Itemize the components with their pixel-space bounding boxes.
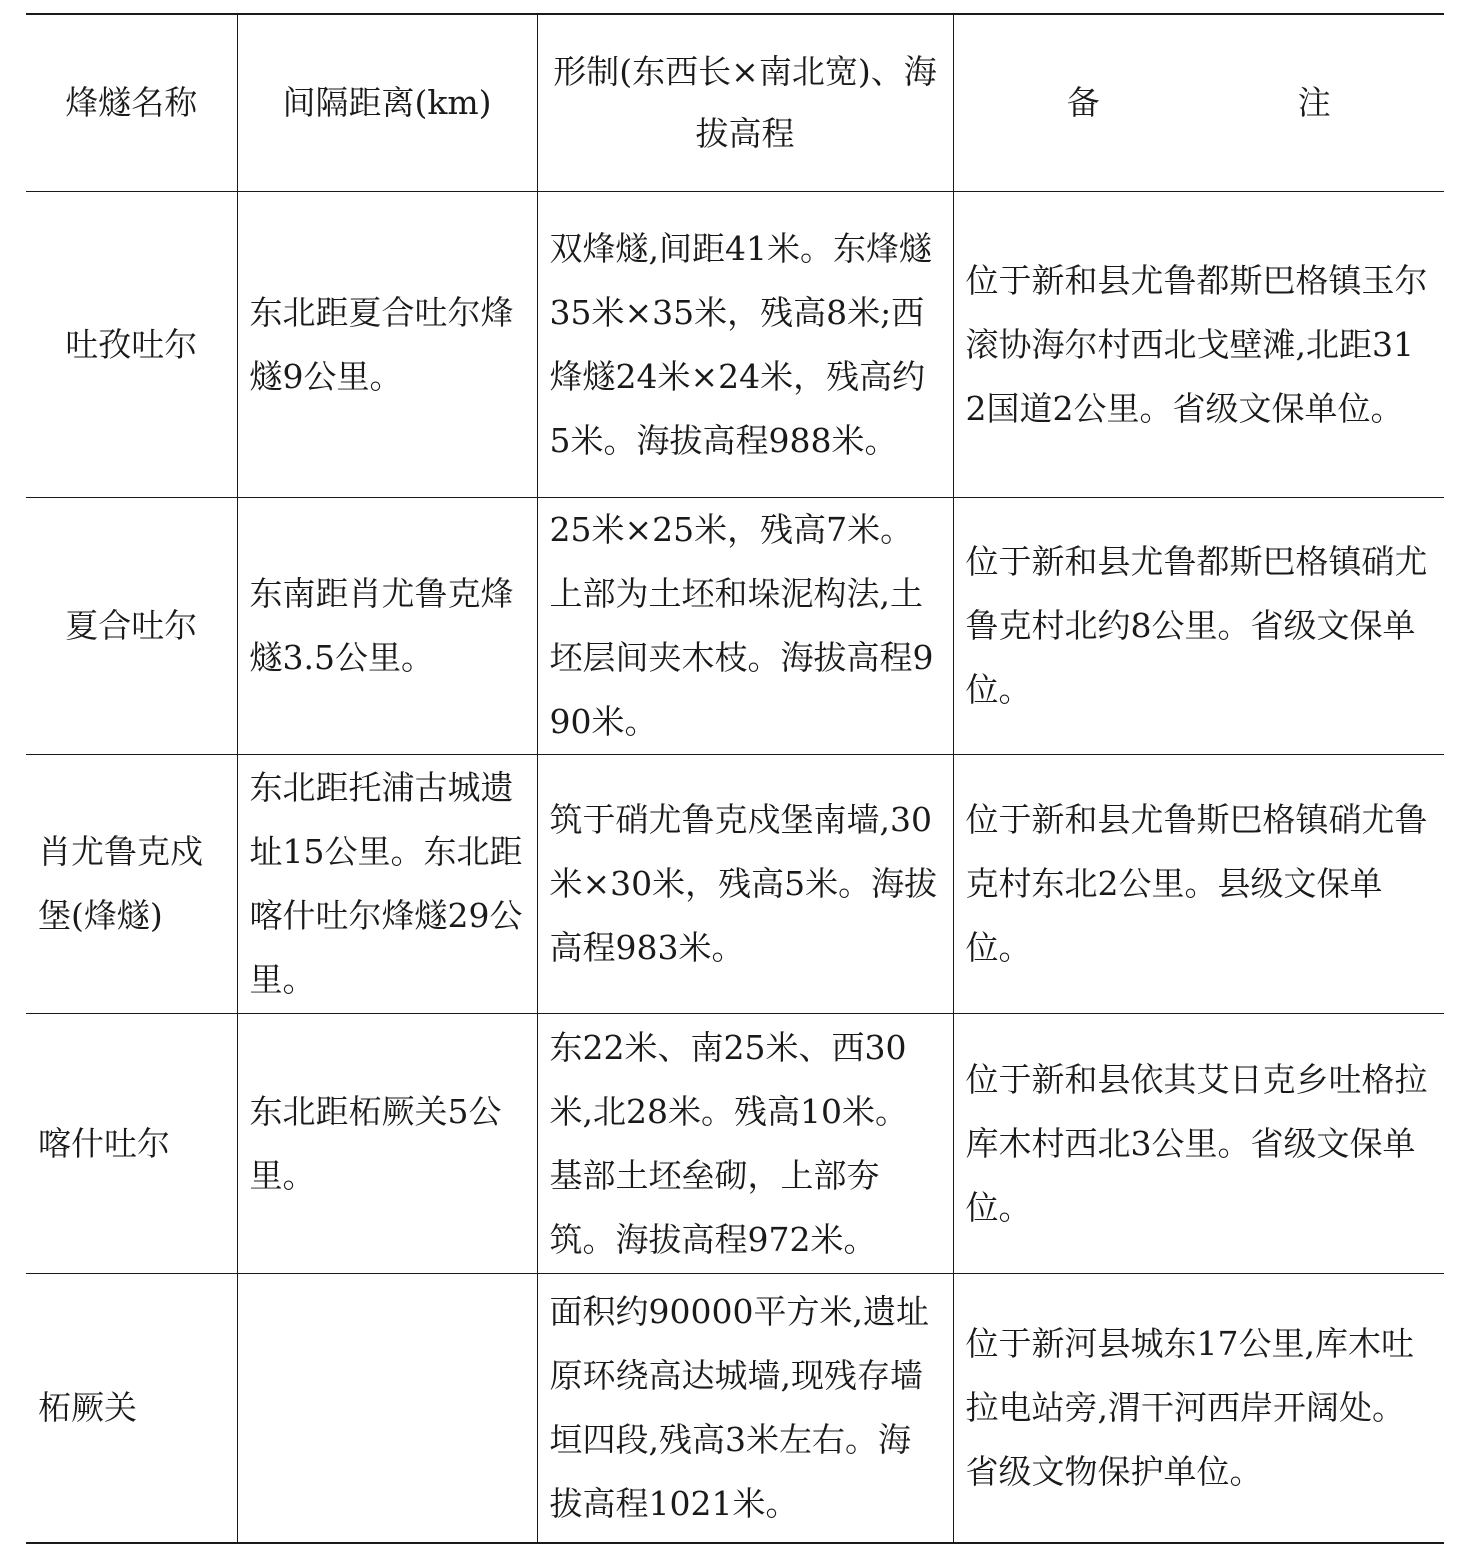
cell-form: 筑于硝尤鲁克戍堡南墙,30米×30米，残高5米。海拔高程983米。	[537, 755, 953, 1014]
cell-distance: 东北距柘厥关5公里。	[237, 1014, 537, 1274]
cell-name: 夏合吐尔	[26, 498, 237, 755]
header-remarks-label: 备 注	[1066, 83, 1414, 122]
table-row	[26, 1014, 1444, 1274]
cell-distance: 东南距肖尤鲁克烽燧3.5公里。	[237, 498, 537, 755]
cell-distance: 东北距夏合吐尔烽燧9公里。	[237, 192, 537, 498]
cell-remarks: 位于新和县尤鲁都斯巴格镇玉尔滚协海尔村西北戈壁滩,北距312国道2公里。省级文保单位。	[953, 192, 1444, 498]
cell-form: 面积约90000平方米,遗址原环绕高达城墙,现残存墙垣四段,残高3米左右。海拔高程1021米。	[537, 1274, 953, 1544]
cell-distance	[237, 1274, 537, 1544]
cell-distance: 东北距托浦古城遗址15公里。东北距喀什吐尔烽燧29公里。	[237, 755, 537, 1014]
cell-form: 双烽燧,间距41米。东烽燧35米×35米，残高8米;西烽燧24米×24米，残高约5米。海拔高程988米。	[537, 192, 953, 498]
cell-remarks: 位于新和县依其艾日克乡吐格拉库木村西北3公里。省级文保单位。	[953, 1014, 1444, 1274]
cell-remarks: 位于新河县城东17公里,库木吐拉电站旁,渭干河西岸开阔处。省级文物保护单位。	[953, 1274, 1444, 1544]
table-row	[26, 755, 1444, 1014]
cell-form: 东22米、南25米、西30米,北28米。残高10米。基部土坯垒砌，上部夯筑。海拔高程972米。	[537, 1014, 953, 1274]
cell-name: 柘厥关	[26, 1274, 237, 1544]
cell-remarks: 位于新和县尤鲁都斯巴格镇硝尤鲁克村北约8公里。省级文保单位。	[953, 498, 1444, 755]
beacon-tower-table	[26, 13, 1444, 1544]
table-header	[26, 14, 1444, 192]
table-row	[26, 1274, 1444, 1544]
cell-name: 喀什吐尔	[26, 1014, 237, 1274]
table-row	[26, 498, 1444, 755]
header-form: 形制(东西长×南北宽)、海拔高程	[537, 14, 953, 192]
table-body	[26, 192, 1444, 1544]
header-row	[26, 14, 1444, 192]
header-distance: 间隔距离(km)	[237, 14, 537, 192]
cell-name: 肖尤鲁克戍堡(烽燧)	[26, 755, 237, 1014]
cell-remarks: 位于新和县尤鲁斯巴格镇硝尤鲁克村东北2公里。县级文保单位。	[953, 755, 1444, 1014]
table-row	[26, 192, 1444, 498]
header-remarks	[953, 14, 1444, 192]
header-name: 烽燧名称	[26, 14, 237, 192]
cell-name: 吐孜吐尔	[26, 192, 237, 498]
cell-form: 25米×25米，残高7米。上部为土坯和垛泥构法,土坯层间夹木枝。海拔高程990米。	[537, 498, 953, 755]
